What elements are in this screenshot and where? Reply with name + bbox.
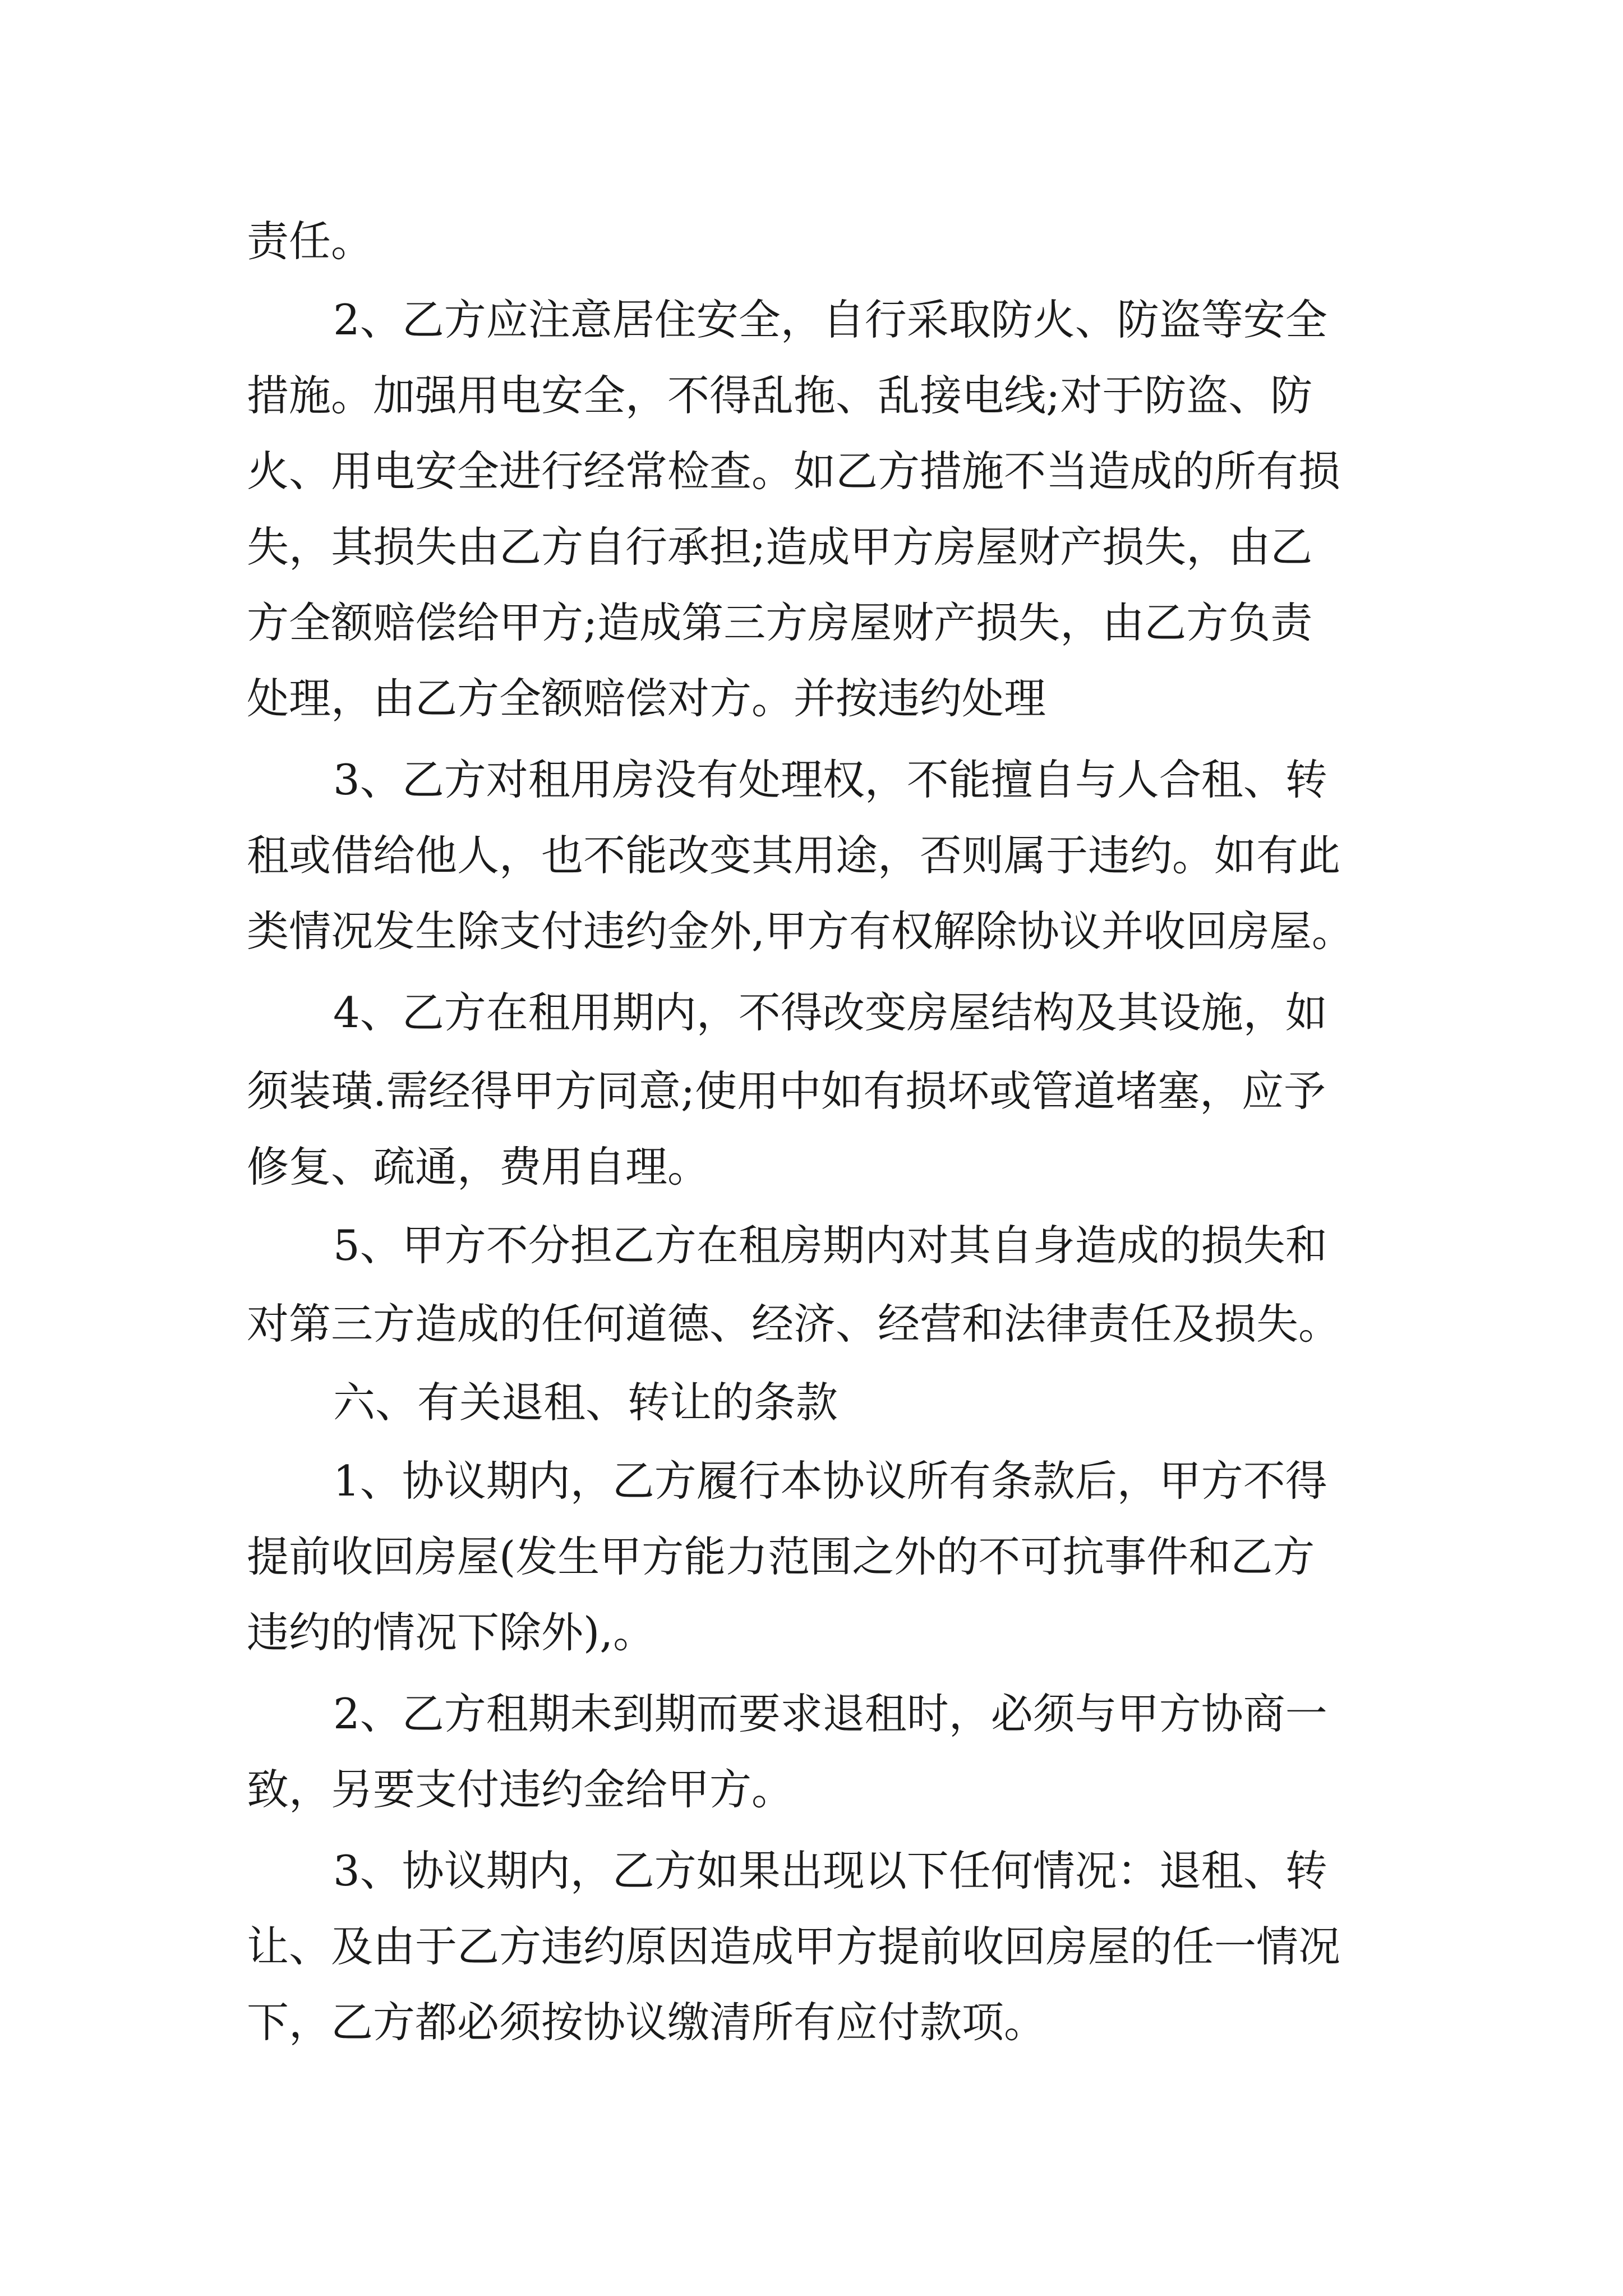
text-line: 致，另要支付违约金给甲方。 xyxy=(247,1765,794,1814)
paragraph-line: 4、乙方在租用期内，不得改变房屋结构及其设施，如 xyxy=(333,988,1327,1037)
text-line: 火、用电安全进行经常检查。如乙方措施不当造成的所有损 xyxy=(247,447,1341,496)
text-line: 违约的情况下除外),。 xyxy=(247,1608,656,1657)
text-line: 处理，由乙方全额赔偿对方。并按违约处理 xyxy=(247,674,1046,723)
text-line: 下，乙方都必须按协议缴清所有应付款项。 xyxy=(247,1998,1046,2047)
text-line: 须装璜.需经得甲方同意;使用中如有损坏或管道堵塞，应予 xyxy=(247,1066,1326,1116)
paragraph-line: 1、协议期内，乙方履行本协议所有条款后，甲方不得 xyxy=(333,1456,1327,1506)
paragraph-line: 5、甲方不分担乙方在租房期内对其自身造成的损失和 xyxy=(333,1221,1327,1270)
text-line: 措施。加强用电安全，不得乱拖、乱接电线;对于防盗、防 xyxy=(247,371,1313,420)
section-heading: 六、有关退租、转让的条款 xyxy=(333,1378,838,1427)
text-line: 修复、疏通，费用自理。 xyxy=(247,1142,710,1191)
text-line: 提前收回房屋(发生甲方能力范围之外的不可抗事件和乙方 xyxy=(247,1532,1315,1581)
text-line: 方全额赔偿给甲方;造成第三方房屋财产损失，由乙方负责 xyxy=(247,598,1313,647)
text-line: 失，其损失由乙方自行承担;造成甲方房屋财产损失，由乙 xyxy=(247,522,1313,572)
text-line: 责任。 xyxy=(247,217,374,266)
text-line: 对第三方造成的任何道德、经济、经营和法律责任及损失。 xyxy=(247,1299,1341,1349)
paragraph-line: 2、乙方租期未到期而要求退租时，必须与甲方协商一 xyxy=(333,1689,1327,1738)
paragraph-line: 3、乙方对租用房没有处理权，不能擅自与人合租、转 xyxy=(333,755,1327,804)
paragraph-line: 3、协议期内，乙方如果出现以下任何情况：退租、转 xyxy=(333,1846,1327,1895)
text-line: 租或借给他人，也不能改变其用途，否则属于违约。如有此 xyxy=(247,831,1341,880)
paragraph-line: 2、乙方应注意居住安全，自行采取防火、防盗等安全 xyxy=(333,295,1327,344)
text-line: 让、及由于乙方违约原因造成甲方提前收回房屋的任一情况 xyxy=(247,1922,1341,1971)
text-line: 类情况发生除支付违约金外,甲方有权解除协议并收回房屋。 xyxy=(247,907,1354,956)
